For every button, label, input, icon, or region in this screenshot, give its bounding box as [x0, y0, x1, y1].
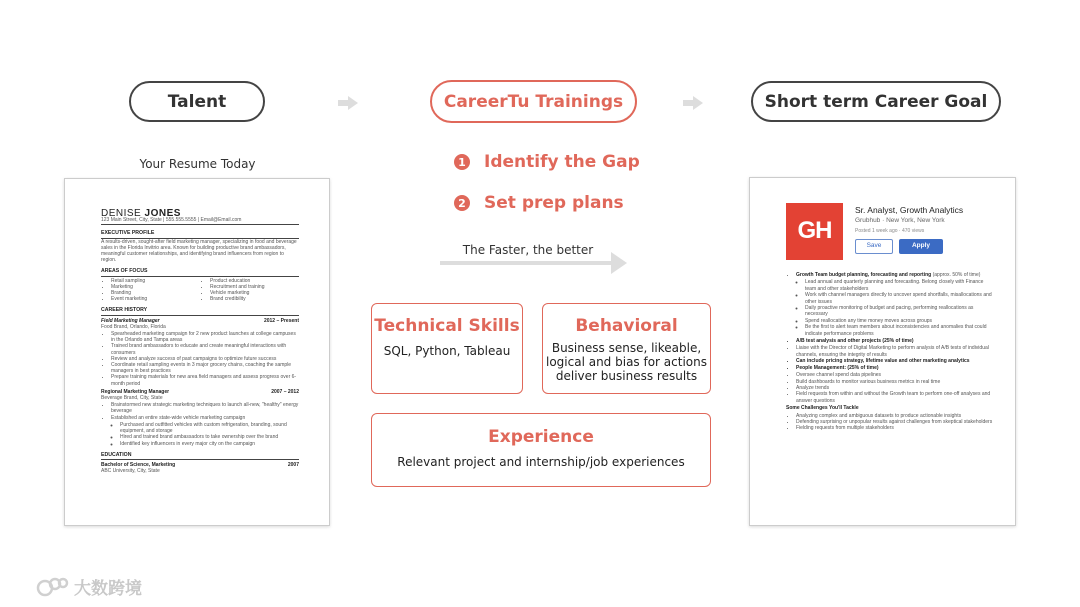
step-1	[454, 152, 640, 172]
resume-job1-bullets: • Spearheaded marketing campaign for 2 new product launches at college campuses in the Orlando and Tampa areas • Trained brand ambassadors to educate and create meaningful interactions with consumers • Review and analyze success of past campaigns to optimize future success • Coordinate retail sampling events in 3 major grocery chains, coaching the sample managers in best practices • Prepare training materials for new area field managers and assess progress over 6-month period	[101, 331, 299, 387]
job-posting-document	[749, 177, 1016, 526]
save-button[interactable]: Save	[855, 239, 893, 254]
grubhub-logo: GH	[786, 203, 843, 260]
job-title: Sr. Analyst, Growth Analytics	[855, 205, 964, 215]
behavioral-card	[542, 303, 711, 394]
resume-degree: Bachelor of Science, Marketing 2007	[101, 461, 299, 468]
faster-caption: The Faster, the better	[462, 243, 594, 257]
resume-job2-company: Beverage Brand, City, State	[101, 395, 163, 402]
job-description-list: • Growth Team budget planning, forecasting and reporting (approx. 50% of time) ◦ Lead annual and quarterly planning and forecasting. Belong closely with Finance team and other stakeholders ◦ Work with channel managers directly to uncover spend shortfalls, misallocations and other issues ◦ Daily proactive monitoring of budget and pacing, performing reallocations as necessary ◦ Spend reallocation any time money moves across groups ◦ Be the first to alert team members about inconsistencies and anomalies that could indicate performance problems • A/B test analysis and other projects (25% of time)	[786, 272, 993, 344]
resume-job1-company: Food Brand, Orlando, Florida	[101, 323, 166, 330]
resume-section-profile: EXECUTIVE PROFILE	[101, 230, 299, 238]
resume-job2-bullets: • Brainstormed new strategic marketing techniques to launch all-new, "healthy" energy beverage • Established an entire state-wide vehicle marketing campaign ◦ Purchased and outfitted vehicles with custom refrigeration, branding, sound equipment, and storage ◦ Hired and trained brand ambassadors to take ownership over the brand ◦ Identified key influencers in every major city on the campaign	[101, 402, 299, 446]
job-header	[786, 203, 993, 260]
goal-pill	[751, 81, 1001, 122]
apply-button[interactable]: Apply	[899, 239, 943, 254]
job-people-list: • Oversee channel spend data pipelines • Build dashboards to monitor various business metrics in real time • Analyze trends • Field requests from within and without the Growth team to perform one-off analyses and answer questions	[786, 372, 993, 404]
resume-job2: Regional Marketing Manager 2007 – 2012	[101, 388, 299, 395]
talent-label: Talent	[167, 91, 227, 112]
resume-contact: 123 Main Street, City, State | 555.555.5555 | Email@Email.com	[101, 217, 299, 225]
behavioral-line: deliver business results	[555, 369, 698, 383]
faster-arrow-icon	[611, 252, 627, 274]
job-header-info	[855, 203, 963, 260]
technical-skills-card	[371, 303, 523, 394]
behavioral-title: Behavioral	[575, 316, 678, 336]
resume-section-education: EDUCATION	[101, 452, 299, 460]
technical-skills-text: SQL, Python, Tableau	[383, 344, 511, 358]
job-company: Grubhub · New York, New York	[855, 217, 945, 224]
technical-skills-title: Technical Skills	[374, 316, 520, 336]
experience-card	[371, 413, 711, 487]
watermark	[36, 574, 142, 599]
step-2-label: Set prep plans	[484, 193, 624, 213]
job-actions	[855, 239, 963, 254]
experience-text: Relevant project and internship/job experiences	[397, 455, 685, 469]
job-ab-list: • Liaise with the Director of Digital Marketing to perform analysis of A/B tests of individual channels, ensuring the integrity of results • Can include pricing strategy, lifetime value and other marketing analytics • People Management: (25% of time)	[786, 345, 993, 371]
talent-pill	[129, 81, 265, 122]
job-challenges-list: • Analyzing complex and ambiguous datasets to produce actionable insights • Defending surprising or unpopular results against challenges from skeptical stakeholders • Fielding requests from multiple stakeholders	[786, 413, 993, 432]
trainings-label: CareerTu Trainings	[443, 91, 624, 112]
job-meta: Posted 1 week ago · 470 views	[855, 228, 925, 234]
arrow-right-icon	[693, 96, 703, 110]
resume-section-history: CAREER HISTORY	[101, 307, 299, 315]
behavioral-line: logical and bias for actions	[546, 355, 707, 369]
step-number-badge: 2	[454, 195, 470, 211]
watermark-logo-icon	[36, 575, 70, 599]
faster-arrow-shaft	[440, 261, 612, 265]
step-2	[454, 193, 624, 213]
step-number-badge: 1	[454, 154, 470, 170]
trainings-pill	[430, 80, 637, 123]
resume-school: ABC University, City, State	[101, 468, 160, 475]
resume-section-focus: AREAS OF FOCUS	[101, 268, 299, 276]
experience-title: Experience	[488, 427, 594, 447]
watermark-text: 大数跨境	[74, 579, 142, 599]
behavioral-line: Business sense, likeable,	[551, 341, 702, 355]
resume-document	[64, 178, 330, 526]
arrow-right-icon	[348, 96, 358, 110]
resume-name: DENISE JONES	[101, 208, 181, 219]
resume-job1: Field Marketing Manager 2012 – Present	[101, 317, 299, 324]
resume-focus-list: • Retail sampling • Marketing • Branding • Event marketing • Product education • Recruitment and training • Vehicle marketing • Brand credibility	[101, 277, 299, 303]
resume-profile-text: A results-driven, sought-after field marketing manager, specializing in food and beverage sales in the Florida Invitrio area. Known for building productive brand ambassadors, meaningful customer relationships, and identifying brand influencers from region to region.	[101, 238, 297, 264]
step-1-label: Identify the Gap	[484, 152, 640, 172]
job-challenges-heading: Some Challenges You'll Tackle	[786, 405, 859, 412]
resume-caption: Your Resume Today	[139, 157, 256, 171]
goal-label: Short term Career Goal	[764, 91, 988, 112]
